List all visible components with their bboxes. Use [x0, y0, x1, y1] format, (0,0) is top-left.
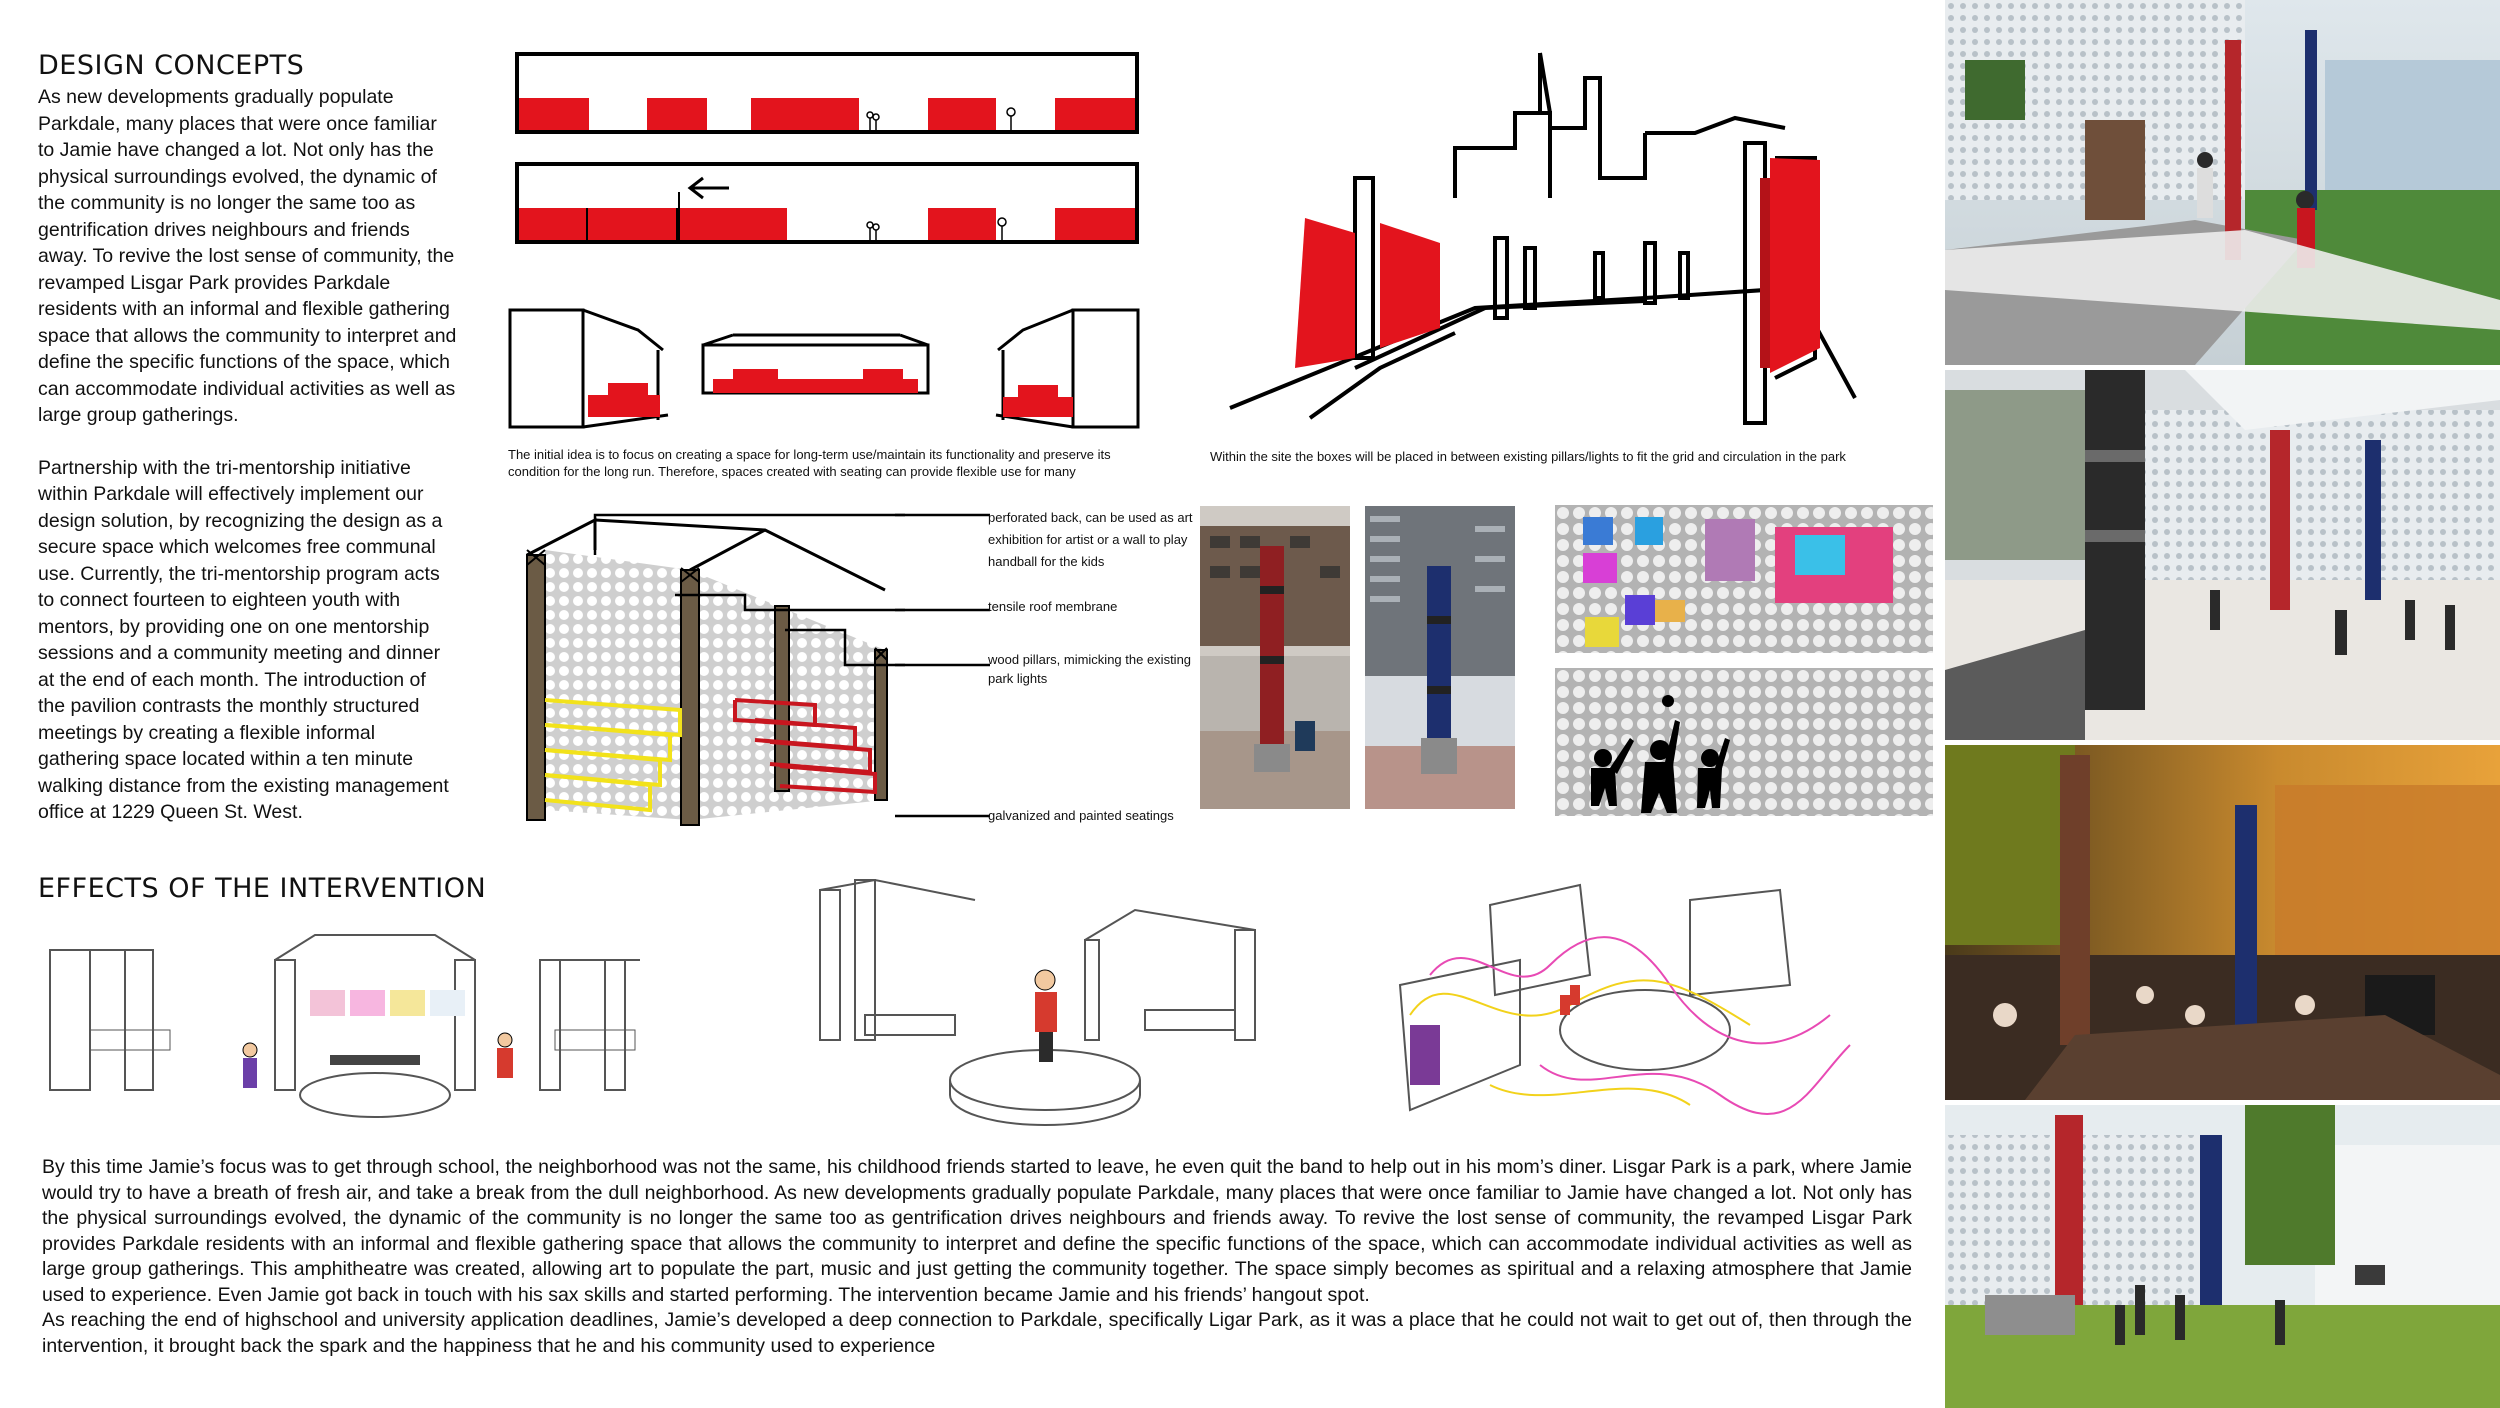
design-para-2: Partnership with the tri-mentorship initiative within Parkdale will effectively implement our design solution, by recognizing the design as a secure space which welcomes free communal use. Currently, the tri-mentorship program acts to connect fourteen to eighteen youth with mentors, by providing one on one mentorship sessions and a community meeting and dinner at the end of each month. The introduction of the pavilion contrasts the monthly structured meetings by creating a flexible informal gathering space located within a ten minute walking distance from the existing management office at 1229 Queen St. West.	[38, 456, 449, 823]
label-roof-membrane: tensile roof membrane	[988, 599, 1118, 614]
seating-strip-diagrams	[515, 52, 1140, 252]
label-seatings: galvanized and painted seatings	[988, 808, 1174, 823]
design-concepts-text	[38, 84, 458, 826]
render-pavilion-evening	[1945, 745, 2500, 1100]
pavilion-section-diagrams	[508, 305, 1143, 435]
handball-panel	[1555, 668, 1933, 816]
site-perspective-sketch	[1225, 48, 1865, 438]
effects-text	[42, 1155, 1912, 1359]
blue-pillar-photo	[1365, 506, 1515, 809]
effects-para-1: By this time Jamie’s focus was to get through school, the neighborhood was not the same, his childhood friends started to leave, he even quit the band to help out in his mom’s diner. Lisgar Park is a park, where Jamie would try to have a breath of fresh air, and take a break from the dull neighborhood. As new developments gradually populate Parkdale, many places that were once familiar to Jamie have changed a lot. Not only has the physical surroundings evolved, the dynamic of the community is no longer the same too as gentrification drives neighbours and friends away. To revive the lost sense of community, the revamped Lisgar Park provides Parkdale residents with an informal and flexible gathering space that allows the community to interpret and define the specific functions of the space, which can accommodate individual activities as well as large group gatherings. This amphitheatre was created, allowing art to populate the part, music and just getting the community together. The space simply becomes as spiritual and a relaxing atmosphere that Jamie used to experience. Even Jamie got back in touch with his sax skills and started performing. The intervention became Jamie and his friends’ hangout spot.	[42, 1156, 1912, 1306]
seating-caption: The initial idea is to focus on creating a space for long-term use/maintain its functionality and preserve its condition for the long run. Therefore, spaces created with seating can provide flexible use for many	[508, 447, 1111, 479]
effects-heading: EFFECTS OF THE INTERVENTION	[38, 873, 487, 904]
label-wood-pillars: wood pillars, mimicking the existing park lights	[988, 652, 1192, 686]
label-leaders	[895, 510, 995, 830]
site-caption: Within the site the boxes will be placed in between existing pillars/lights to fit the grid and circulation in the park	[1210, 449, 1846, 464]
effects-para-2: As reaching the end of highschool and university application deadlines, Jamie’s developed a deep connection to Parkdale, specifically Ligar Park, as it was a place that he could not wait to get out of, then through the intervention, it brought back the spark and the happiness that he and his community used to experience	[42, 1309, 1912, 1357]
art-exhibition-panel	[1555, 505, 1933, 653]
red-pillar-photo	[1200, 506, 1350, 809]
design-concepts-heading: DESIGN CONCEPTS	[38, 50, 305, 81]
effects-sketch-performance	[45, 930, 685, 1130]
pavilion-axonometric	[515, 510, 905, 830]
design-para-1: As new developments gradually populate Parkdale, many places that were once familiar to Jamie have changed a lot. Not only has the physical surroundings evolved, the dynamic of the community is no longer the same too as gentrification drives neighbours and friends away. To revive the lost sense of community, the revamped Lisgar Park provides Parkdale residents with an informal and flexible gathering space that allows the community to interpret and define the specific functions of the space, which can accommodate individual activities as well as large group gatherings.	[38, 86, 457, 426]
label-perforated-back: perforated back, can be used as art exhibition for artist or a wall to play handball for the kids	[988, 510, 1193, 569]
render-pavilion-plaza	[1945, 370, 2500, 740]
render-pavilion-lawn	[1945, 1105, 2500, 1408]
effects-sketch-community	[1390, 865, 1910, 1135]
render-pavilion-seating	[1945, 0, 2500, 365]
effects-sketch-saxophone	[815, 870, 1275, 1135]
